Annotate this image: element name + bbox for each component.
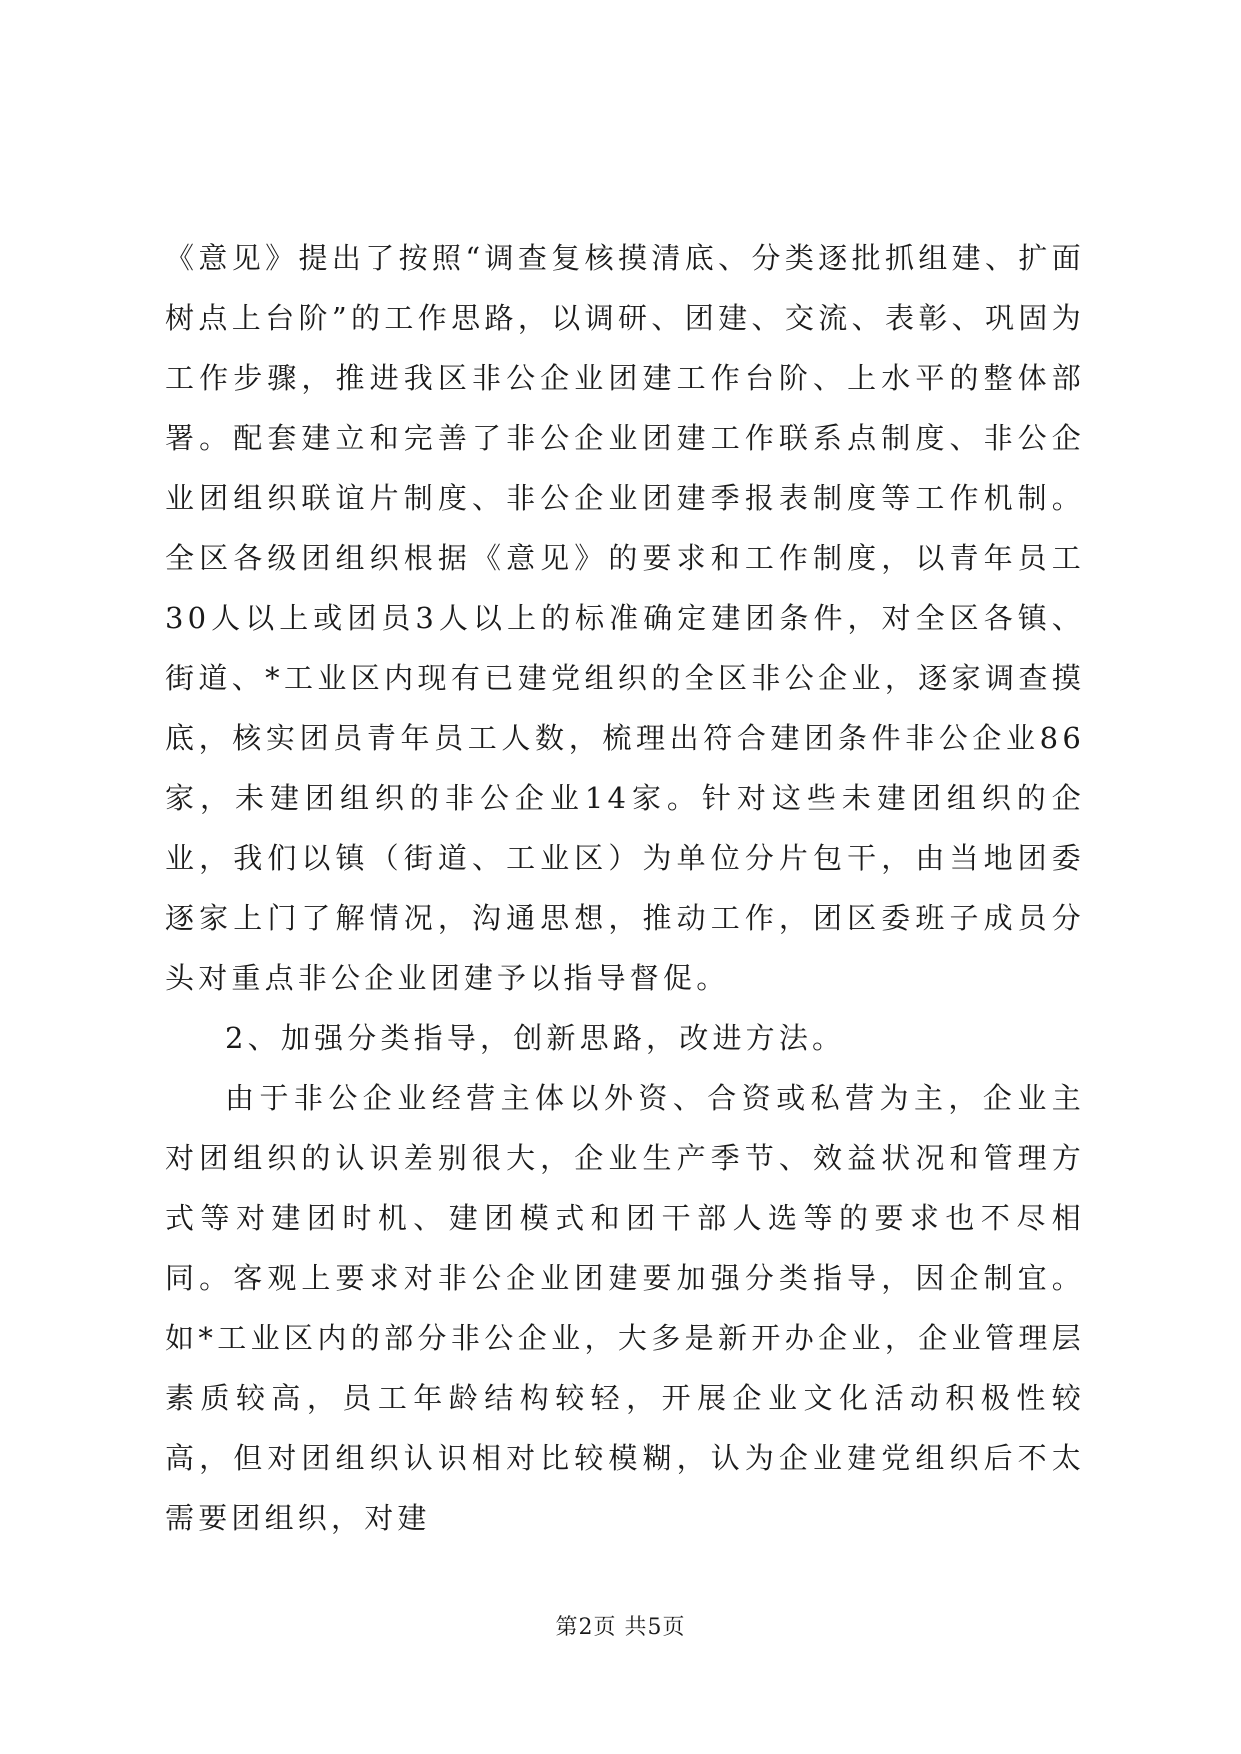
paragraph-classification-guidance: 由于非公企业经营主体以外资、合资或私营为主，企业主对团组织的认识差别很大，企业生产季节、效益状况和管理方式等对建团时机、建团模式和团干部人选等的要求也不尽相同。客观上要求对非公企业团建要加强分类指导，因企制宜。如*工业区内的部分非公企业，大多是新开办企业，企业管理层素质较高，员工年龄结构较轻，开展企业文化活动积极性较高，但对团组织认识相对比较模糊，认为企业建党组织后不太需要团组织，对建 <box>165 1081 1085 1535</box>
document-body <box>165 228 1085 1548</box>
paragraph-opinion-summary: 《意见》提出了按照“调查复核摸清底、分类逐批抓组建、扩面树点上台阶”的工作思路，以调研、团建、交流、表彰、巩固为工作步骤，推进我区非公企业团建工作台阶、上水平的整体部署。配套建立和完善了非公企业团建工作联系点制度、非公企业团组织联谊片制度、非公企业团建季报表制度等工作机制。全区各级团组织根据《意见》的要求和工作制度，以青年员工30人以上或团员3人以上的标准确定建团条件，对全区各镇、街道、*工业区内现有已建党组织的全区非公企业，逐家调查摸底，核实团员青年员工人数，梳理出符合建团条件非公企业86家，未建团组织的非公企业14家。针对这些未建团组织的企业，我们以镇（街道、工业区）为单位分片包干，由当地团委逐家上门了解情况，沟通思想，推动工作，团区委班子成员分头对重点非公企业团建予以指导督促。 <box>165 241 1085 995</box>
page-number-footer: 第2页 共5页 <box>555 1615 686 1640</box>
section-heading-2: 2、加强分类指导，创新思路，改进方法。 <box>225 1021 846 1055</box>
